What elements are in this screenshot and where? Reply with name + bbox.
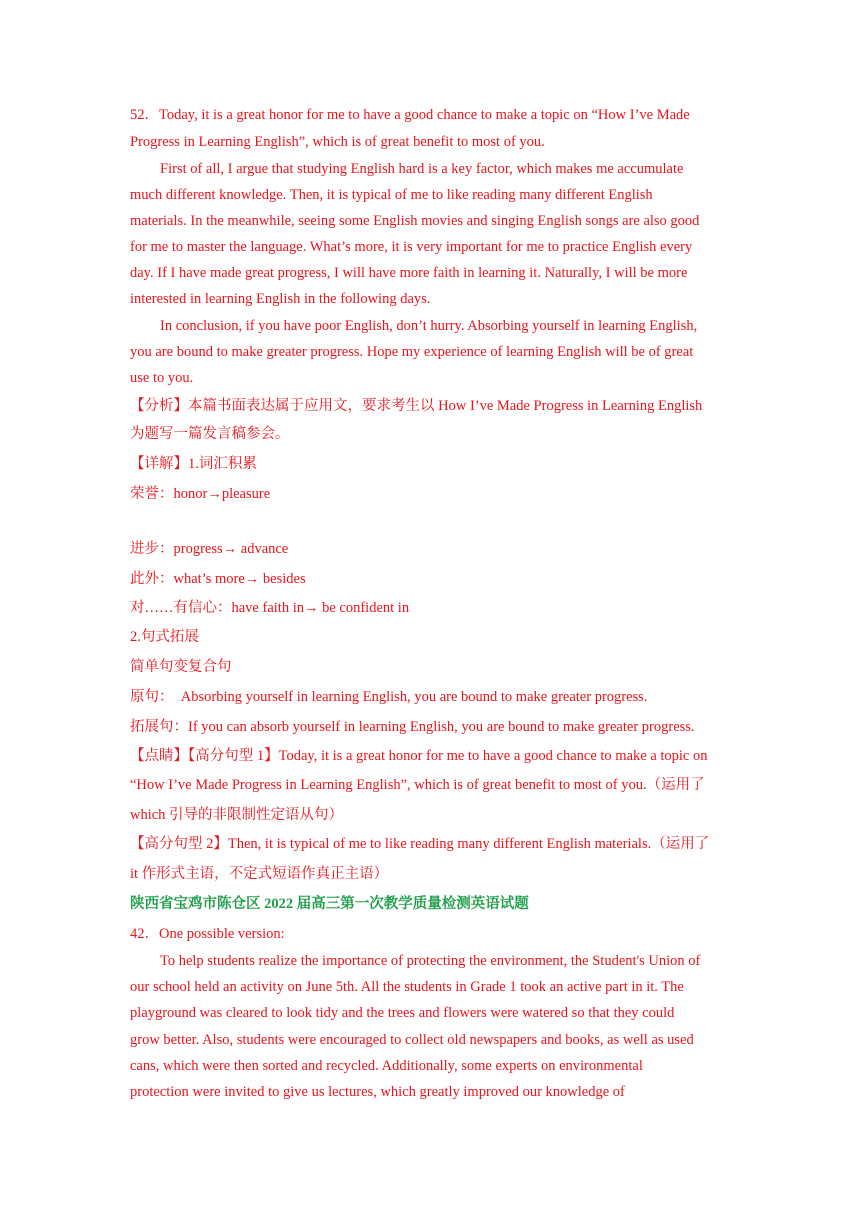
highlight-1-line-2: “How I’ve Made Progress in Learning English”, which is of great benefit to most of you.（运用了	[130, 777, 705, 793]
vocab-item-1: 荣誉：honor→pleasure	[130, 486, 271, 502]
essay42-line-2: To help students realize the importance of protecting the environment, the Student's Union of	[160, 953, 701, 969]
expanded-sentence: 拓展句：If you can absorb yourself in learning English, you are bound to make greater progress.	[130, 719, 695, 735]
essay42-line-7: protection were invited to give us lectures, which greatly improved our knowledge of	[130, 1084, 625, 1100]
detail-title: 1.词汇积累	[188, 456, 257, 472]
essay42-line-6: cans, which were then sorted and recycled. Additionally, some experts on environmental	[130, 1058, 643, 1074]
essay52-line-1: 52．Today, it is a great honor for me to have a good chance to make a topic on “How I’ve Made	[130, 107, 690, 123]
essay52-line-10: you are bound to make greater progress. Hope my experience of learning English will be of great	[130, 344, 694, 360]
highlight-1-line-3: which 引导的非限制性定语从句）	[130, 807, 344, 823]
highlight-2-text-a: Then, it is typical of me to like reading many different English materials.（运用了	[227, 836, 710, 852]
original-sentence: 原句： Absorbing yourself in learning English, you are bound to make greater progress.	[130, 689, 648, 705]
essay42-line-5: grow better. Also, students were encouraged to collect old newspapers and books, as well as used	[130, 1032, 694, 1048]
highlight-1-text-a: Today, it is a great honor for me to have a good chance to make a topic on	[278, 748, 708, 764]
essay52-line-2: Progress in Learning English”, which is of great benefit to most of you.	[130, 134, 545, 150]
essay52-line-11: use to you.	[130, 370, 194, 386]
detail-tag: 【详解】	[130, 456, 188, 472]
essay52-line-4: much different knowledge. Then, it is typical of me to like reading many different English	[130, 187, 653, 203]
essay52-line-9: In conclusion, if you have poor English, don’t hurry. Absorbing yourself in learning English,	[160, 318, 698, 334]
essay52-line-8: interested in learning English in the following days.	[130, 291, 431, 307]
highlight-2-line-1	[130, 834, 730, 854]
analysis-line-2: 为题写一篇发言稿参会。	[130, 426, 290, 442]
essay42-line-3: our school held an activity on June 5th. All the students in Grade 1 took an active part in it. The	[130, 979, 684, 995]
essay42-line-4: playground was cleared to look tidy and the trees and flowers were watered so that they could	[130, 1005, 675, 1021]
essay42-line-1: 42．One possible version:	[130, 926, 285, 942]
essay52-line-5: materials. In the meanwhile, seeing some English movies and singing English songs are also good	[130, 213, 700, 229]
section-title: 陕西省宝鸡市陈仓区 2022 届高三第一次教学质量检测英语试题	[130, 896, 529, 912]
analysis-tag: 【分析】	[130, 398, 188, 414]
highlight-1-tag: 【点睛】【高分句型 1】	[130, 748, 279, 764]
detail-heading	[130, 454, 730, 474]
vocab-item-4: 对……有信心：have faith in→ be confident in	[130, 600, 410, 616]
highlight-1-line-1	[130, 746, 730, 766]
essay52-line-7: day. If I have made great progress, I will have more faith in learning it. Naturally, I will be more	[130, 265, 688, 281]
highlight-2-tag: 【高分句型 2】	[130, 836, 228, 852]
essay52-line-6: for me to master the language. What’s more, it is very important for me to practice English every	[130, 239, 693, 255]
essay52-line-3: First of all, I argue that studying English hard is a key factor, which makes me accumulate	[160, 161, 684, 177]
sentence-section-subtitle: 简单句变复合句	[130, 659, 232, 675]
vocab-item-2: 进步：progress→ advance	[130, 541, 289, 557]
vocab-item-3: 此外：what’s more→ besides	[130, 571, 306, 587]
analysis-text-1: 本篇书面表达属于应用文，要求考生以 How I’ve Made Progress in Learning English	[188, 398, 703, 414]
sentence-section-title: 2.句式拓展	[130, 629, 199, 645]
analysis-line-1	[130, 396, 730, 416]
highlight-2-line-2: it 作形式主语，不定式短语作真正主语）	[130, 866, 389, 882]
